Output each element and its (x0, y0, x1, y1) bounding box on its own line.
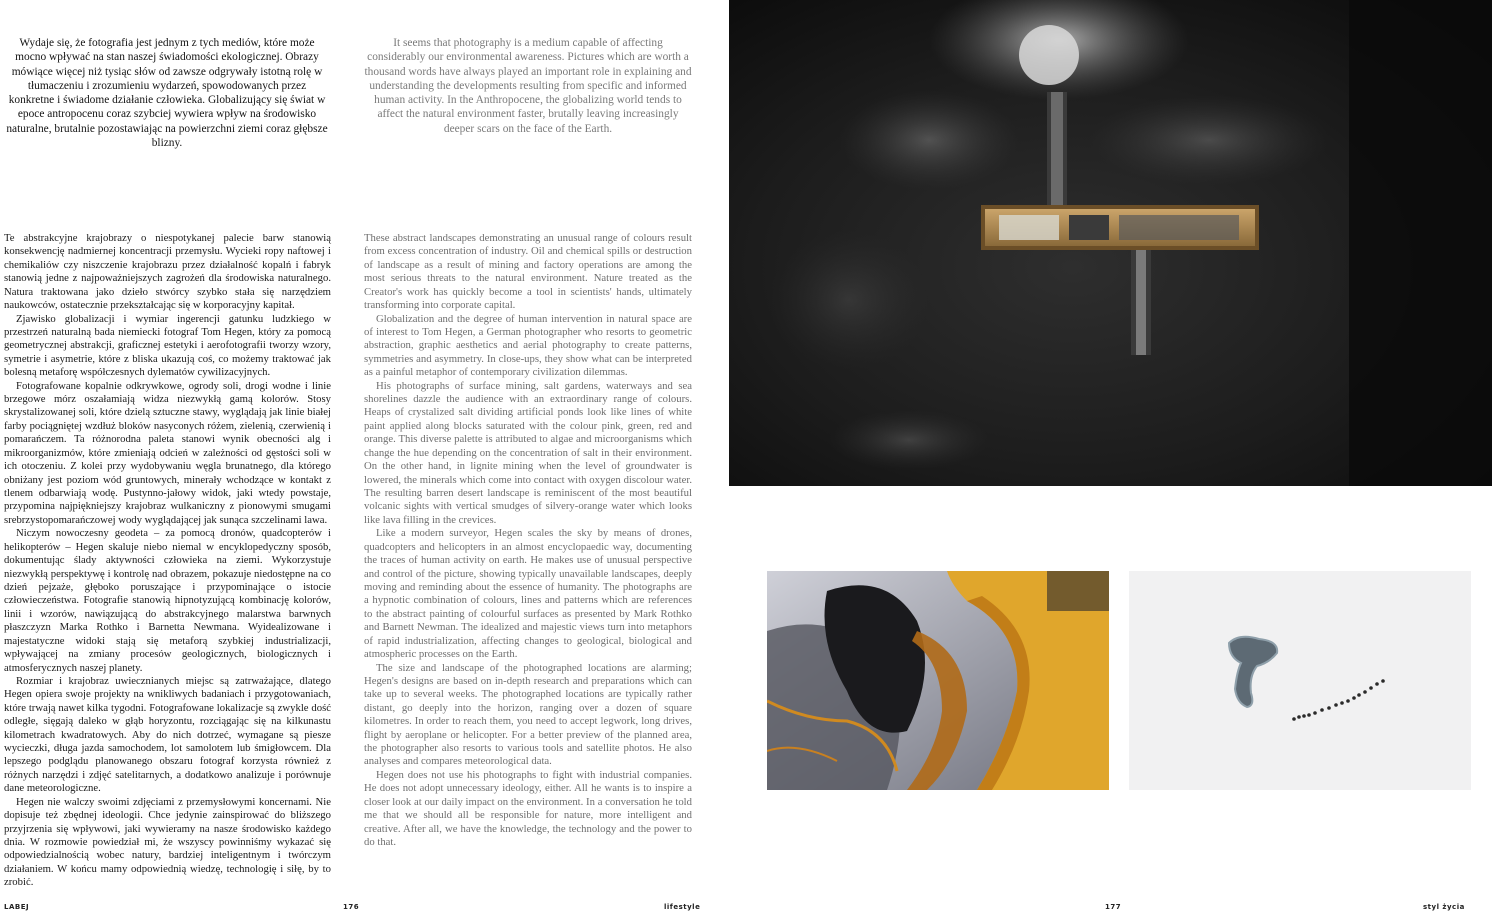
footer-brand: LABEJ (4, 903, 30, 911)
lead-paragraph-pl: Wydaje się, że fotografia jest jednym z tych mediów, które może mocno wpływać na stan naszej świadomości ekologicznej. Obrazy mówiące więcej niż tysiąc słów od zawsze odgrywały istotną rolę w tłumaczeniu i zrozumieniu wydarzeń, spowodowanych przez konkretne i świadome działanie człowieka. Globalizujący się świat w epoce antropocenu coraz szybciej wywiera wpływ na środowisko naturalne, brutalnie pozostawiając na powierzchni ziemi coraz głębsze blizny. (6, 37, 328, 150)
body-en-paragraph: Globalization and the degree of human intervention in natural space are of interest to Tom Hegen, a German photographer who resorts to geometric abstraction, graphic aesthetics and aerial photography to create patterns, symmetries and asymmetry. In close-ups, they show what can be interpreted as a painful metaphor of contemporary civilization dilemmas. (364, 312, 692, 379)
body-en-paragraph: Like a modern surveyor, Hegen scales the sky by means of drones, quadcopters and helicopters in an almost encyclopaedic way, documenting the traces of human activity on earth. He makes use of unusual perspective and control of the picture, showing typically unavailable landscapes, deeply moving and reminding about the essence of humanity. The photographs are a hypnotic combination of colours, lines and patterns which are references to the abstract painting of colourful surfaces as presented by Mark Rothko and Barnett Newman. The idealized and majestic views turn into metaphors of rapid industrialization, affecting changes to geological, biological and atmospheric processes on the Earth. (364, 527, 692, 661)
photo-snow-pond (1129, 571, 1471, 790)
body-pl-paragraph: Rozmiar i krajobraz uwiecznianych miejsc są zatrważające, dlatego Hegen opiera swoje projekty na wnikliwych badaniach i przygotowaniach, które trwają nawet kilka tygodni. Fotografowane lokalizacje są zwykle dość odległe, sięgają daleko w głąb horyzontu, rozciągając się na kilkunastu kilometrach kwadratowych. Aby do nich dotrzeć, wymagane są piesze wycieczki, długa jazda samochodem, lot samolotem lub śmigłowcem. Dla lepszego podglądu planowanego obszaru fotograf korzysta również z różnych narzędzi i zdjęć satelitarnych, a dodatkowo analizuje i porównuje dane meteorologiczne. (4, 674, 331, 795)
lead-paragraph-en: It seems that photography is a medium capable of affecting considerably our environmental awareness. Pictures which are worth a thousand words have always played an important role in explaining and understanding the developments resulting from specific and informed human activity. In the Anthropocene, the globalizing world tends to affect the natural environment faster, brutally leaving increasingly deeper scars on the face of the Earth. (364, 37, 692, 135)
body-pl-paragraph: Niczym nowoczesny geodeta – za pomocą dronów, quadcopterów i helikopterów – Hegen skaluje niebo niemal w encyklopedyczny sposób, dokumentując ślady aktywności człowieka na ziemi. Wykorzystuje niezwykłą perspektywę i kontrolę nad obrazem, pokazuje niedostępne na co dzień pejzaże, głęboko poruszające i przypominające o istocie człowieczeństwa. Fotografie stanowią hipnotyzującą kombinację kolorów, linii i wzorów, nawiązującą do abstrakcyjnego malarstwa barwnych płaszczyzn Marka Rothko i Barnetta Newmana. Wyidealizowane i majestatyczne widoki stają się metaforą szybkiej industrializacji, wpływającej na zmiany procesów geologicznych, biologicznych i atmosferycznych naszej planety. (4, 527, 331, 674)
body-pl-paragraph: Fotografowane kopalnie odkrywkowe, ogrody soli, drogi wodne i linie brzegowe mórz oszałamiają widza niezwykłą gamą kolorów. Stosy skrystalizowanej soli, które dzielą sztuczne stawy, wyglądają jak linie białej farby pociągniętej wzdłuż bloków nasyconych różem, zielenią, czerwienią i pomarańczem. Ta różnorodna paleta stanowi wynik obecności alg i mikroorganizmów, które zmieniają odcień w zależności od gęstości soli w ich otoczeniu. Z kolei przy wydobywaniu węgla brunatnego, dla którego obniżany jest poziom wód gruntowych, minerały wchodzące w kontakt z tlenem odbarwiają wodę. Pustynno-jałowy widok, jaki wtedy powstaje, przypomina najpiękniejszy krajobraz wulkaniczny z pionowymi smugami srebrzystopomarańczowej wody wyglądającej jak sunąca szczelinami lawa. (4, 379, 331, 526)
snow-pond-image (1129, 571, 1471, 790)
body-pl-paragraph: Te abstrakcyjne krajobrazy o niespotykanej palecie barw stanowią konsekwencję nadmiernej koncentracji przemysłu. Wycieki ropy naftowej i chemikaliów czy niszczenie krajobrazu przez działalność kopalń i fabryk stanowią jedne z najpoważniejszych zagrożeń dla środowiska naturalnego. Natura traktowana jako dzieło stwórcy szybko stała się narzędziem naukowców, ostatecznie przekształcając się w korporacyjny kapitał. (4, 232, 331, 312)
body-en-paragraph: These abstract landscapes demonstrating an unusual range of colours result from excess concentration of industry. Oil and chemical spills or destruction of landscape as a result of mining and factory operations are among the most serious threats to the natural environment. Nature treated as the Creator's work has quickly become a tool in scientists' hands, ultimately transforming into corporate capital. (364, 232, 692, 312)
body-text-en (364, 232, 692, 849)
orange-river-image (767, 571, 1109, 790)
body-pl-paragraph: Hegen nie walczy swoimi zdjęciami z przemysłowymi koncernami. Nie dopisuje też zbędnej ideologii. Chce jedynie zainspirować do bliższego przyjrzenia się wpływowi, jaki wywieramy na nasze środowisko każdego dnia. W rozmowie powiedział mi, że wszyscy powinniśmy wykazać się odpowiedzialnością wobec natury, bardziej inteligentnym i twórczym działaniem. W końcu mamy odpowiednią wiedzę, technologię i siłę, by to zrobić. (4, 795, 331, 889)
body-en-paragraph: The size and landscape of the photographed locations are alarming; Hegen's designs are based on in-depth research and preparations which can take up to several weeks. The photographed locations are typically rather distant, go deeply into the horizon, ranging over a dozen of square kilometres. In order to reach them, you need to accept legwork, long drives, flight by aeroplane or helicopter. For a better preview of the planned area, the photographer also resorts to various tools and satellite photos. He also analyses and compares meteorological data. (364, 661, 692, 768)
footer-page-right: 177 (1105, 903, 1122, 911)
mine-conveyor-image (729, 0, 1492, 486)
footer-section-right: styl życia (1423, 903, 1465, 911)
footer-page-left: 176 (343, 903, 360, 911)
body-text-pl (4, 232, 331, 890)
body-en-paragraph: Hegen does not use his photographs to fight with industrial companies. He does not adopt unnecessary ideology, either. All he wants is to inspire a closer look at our daily impact on the environment. In a conversation he told me that we should all be responsible for nature, more intelligent and creative. After all, we have the knowledge, the technology and the power to do that. (364, 768, 692, 848)
photo-mine-conveyor (729, 0, 1492, 486)
body-en-paragraph: His photographs of surface mining, salt gardens, waterways and sea shorelines dazzle the audience with an extraordinary range of colours. Heaps of crystalized salt dividing artificial ponds look like lines of white paint applied along blocks saturated with the colour pink, green, red and orange. This diverse palette is attributed to algae and microorganisms which change the hue depending on the concentration of salt in their environment. On the other hand, in lignite mining when the level of groundwater is lowered, the minerals which come into contact with oxygen discolour water. The resulting barren desert landscape is reminiscent of the most beautiful volcanic sights with vertical smudges of silvery-orange water which looks like lava filling in the crevices. (364, 379, 692, 526)
photo-orange-river (767, 571, 1109, 790)
footer-section-left: lifestyle (664, 903, 701, 911)
body-pl-paragraph: Zjawisko globalizacji i wymiar ingerencji gatunku ludzkiego w przestrzeń naturalną bada niemiecki fotograf Tom Hegen, który za pomocą geometrycznej abstrakcji, graficznej estetyki i aerofotografii tworzy wzory, symetrie i asymetrie, które z bliska ukazują coś, co możemy traktować jak bolesną metaforę współczesnych dylematów cywilizacyjnych. (4, 312, 331, 379)
